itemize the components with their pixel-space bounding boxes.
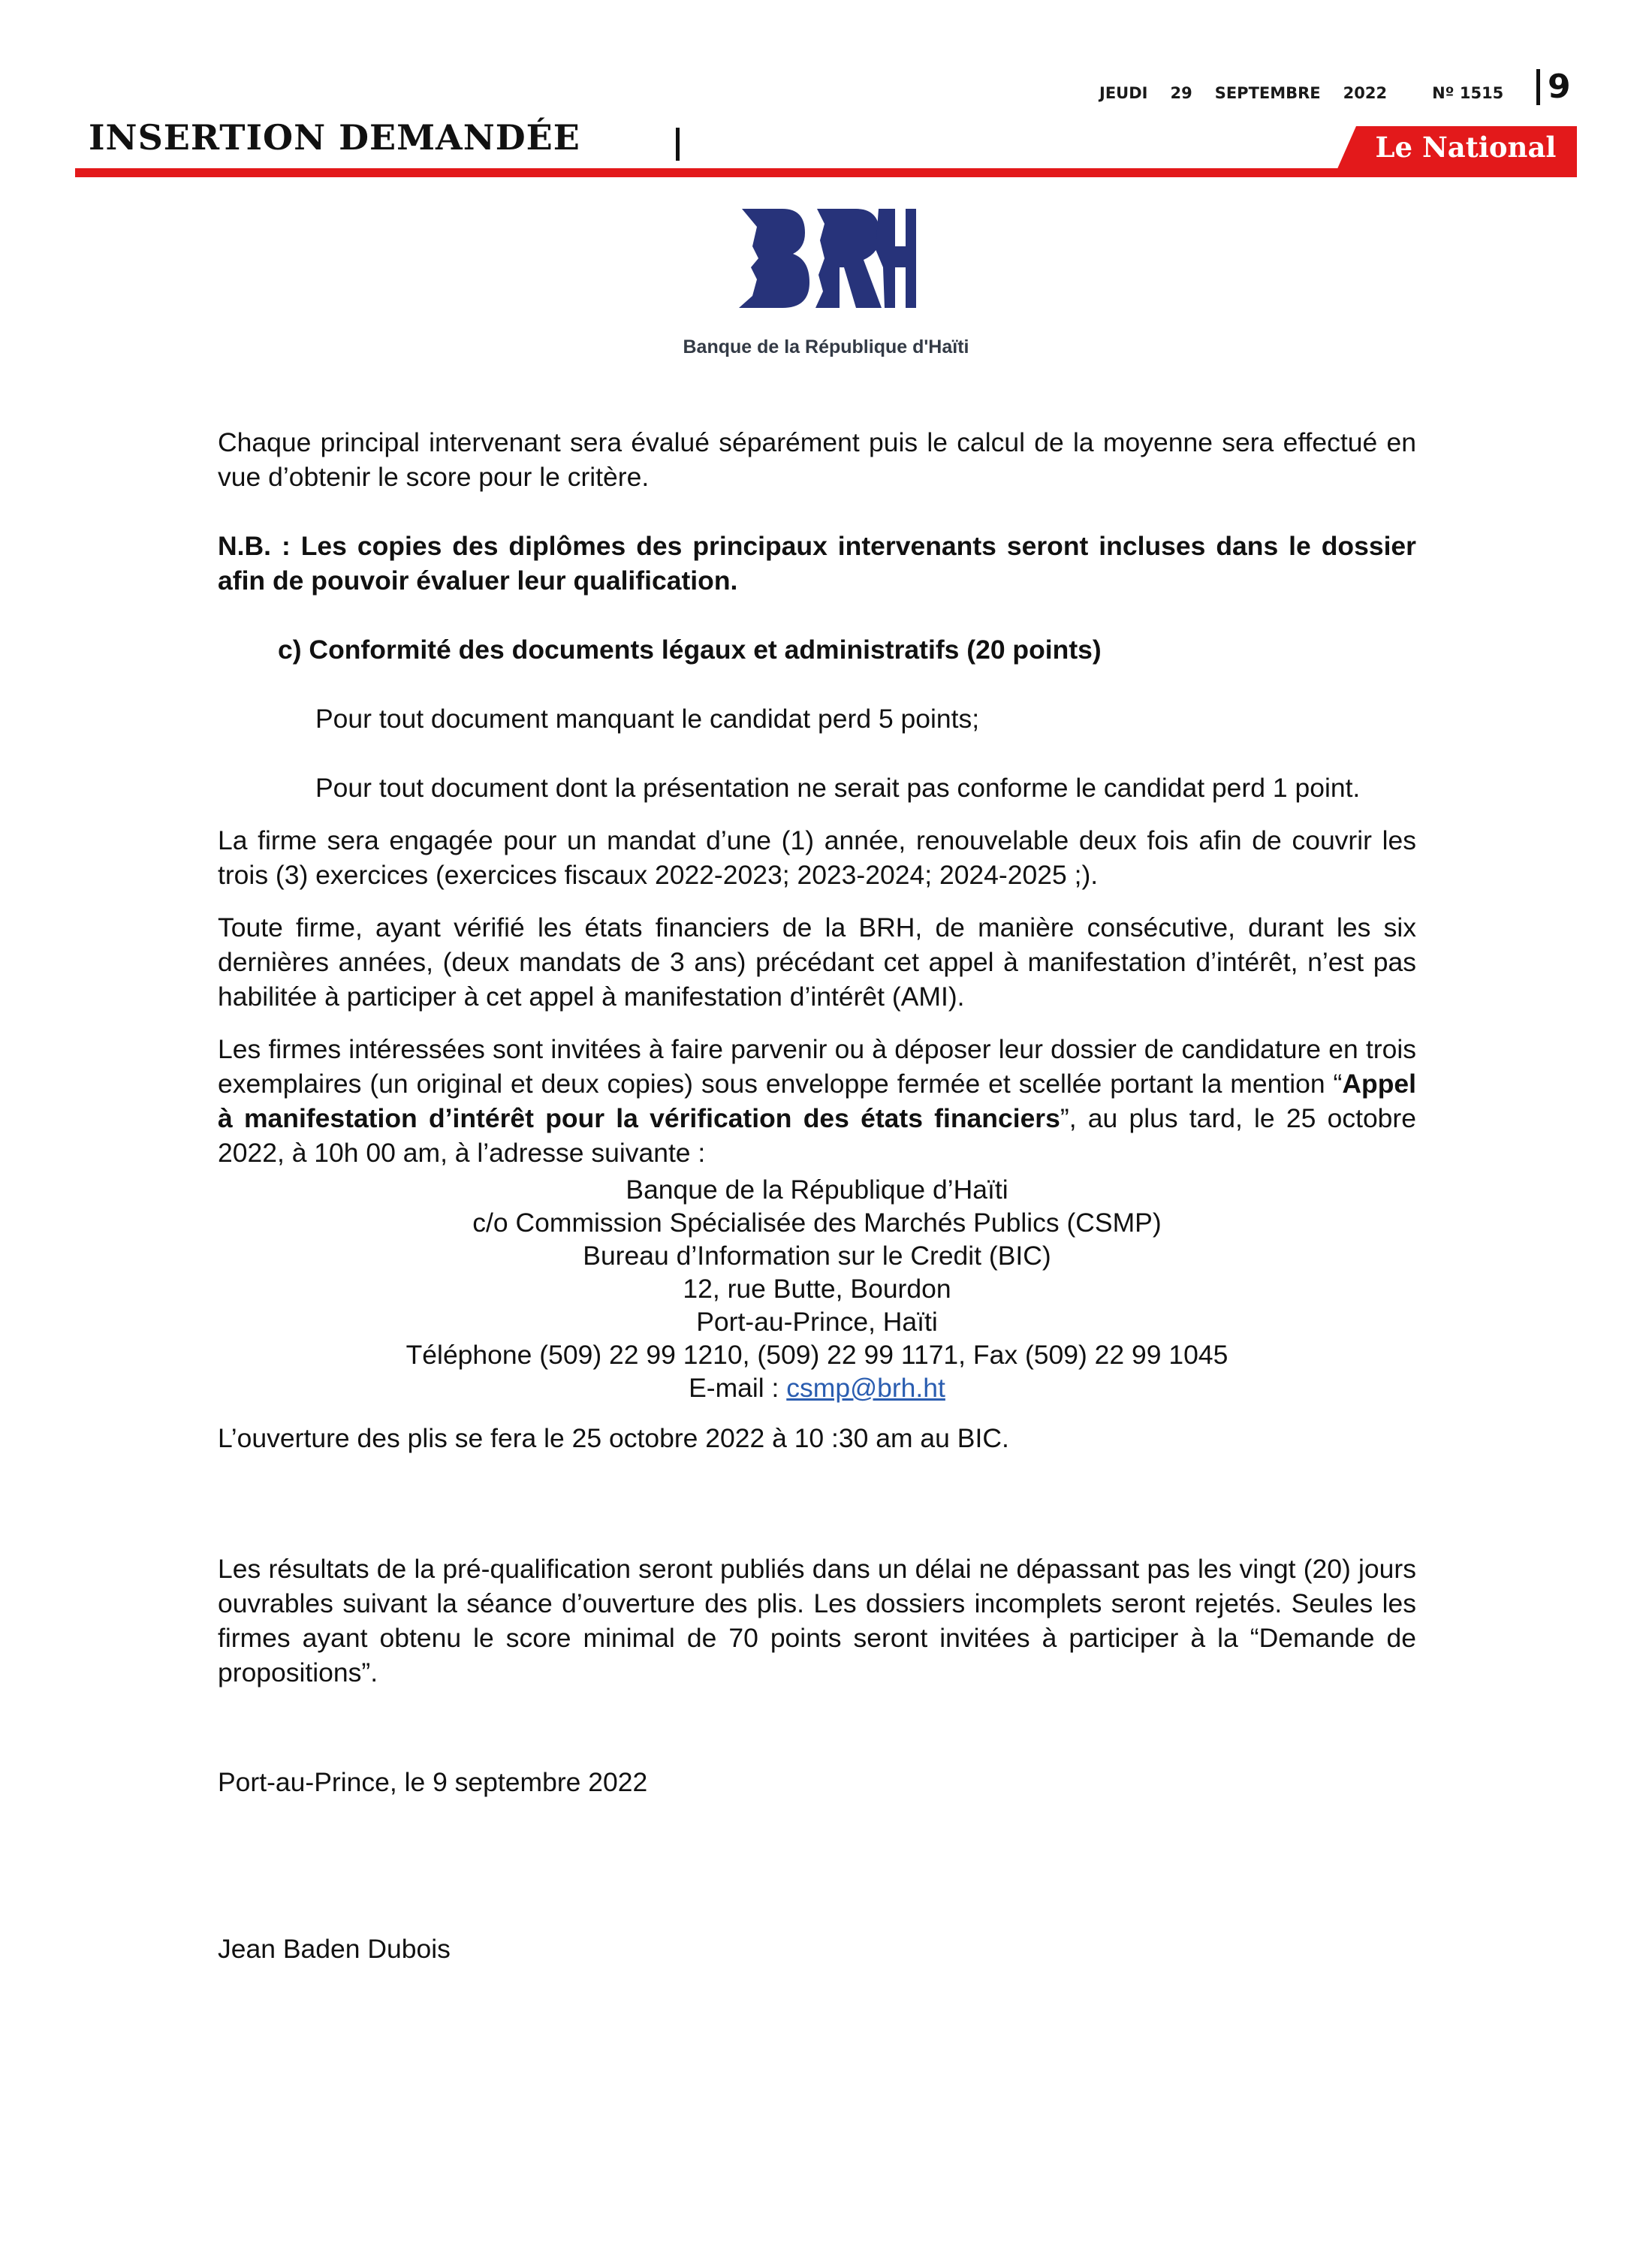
address-line: Banque de la République d’Haïti [626,1175,1008,1205]
submission-text-b: ”, au plus tard, le 25 octobre 2022, à 10h 00 am, à l’adresse suivante : [218,1103,1416,1168]
place-and-date: Port-au-Prince, le 9 septembre 2022 [218,1767,648,1797]
brh-logo-letter-h [876,209,916,308]
address-block [218,1173,1416,1404]
address-line: c/o Commission Spécialisée des Marchés Publics (CSMP) [472,1208,1162,1238]
section-title: INSERTION DEMANDÉE [89,117,580,158]
brh-logo [736,204,916,332]
brh-logo-letter-b [739,209,809,308]
dateline-year: 2022 [1343,84,1388,102]
notice-body [218,425,1416,1966]
dateline-date: 29 [1170,84,1192,102]
rule-missing-document: Pour tout document manquant le candidat perd 5 points; [315,704,980,734]
address-email [218,1371,1416,1404]
address-line: 12, rue Butte, Bourdon [683,1274,951,1304]
dateline [1099,84,1503,102]
address-line: Port-au-Prince, Haïti [696,1307,938,1337]
paragraph-mandate: La firme sera engagée pour un mandat d’une (1) année, renouvelable deux fois afin de couvrir les trois (3) exercices (exercices fiscaux 2022-2023; 2023-2024; 2024-2025 ;). [218,825,1416,890]
paragraph-nb: N.B. : Les copies des diplômes des principaux intervenants seront incluses dans le dossier afin de pouvoir évaluer leur qualification. [218,531,1416,596]
email-label: E-mail : [689,1373,787,1403]
paragraph-opening: L’ouverture des plis se fera le 25 octobre 2022 à 10 :30 am au BIC. [218,1423,1009,1453]
rule-nonconforming-document: Pour tout document dont la présentation ne serait pas conforme le candidat perd 1 point. [315,773,1361,803]
issue-number: Nº 1515 [1432,84,1504,102]
paragraph-results: Les résultats de la pré-qualification seront publiés dans un délai ne dépassant pas les vingt (20) jours ouvrables suivant la séance d’ouverture des plis. Les dossiers incomplets seront rejetés. Seules les firmes ayant obtenu le score minimal de 70 points seront invitées à participer à la “Demande de propositions”. [218,1554,1416,1687]
brh-logo-letter-r [815,209,882,308]
paragraph-exclusion: Toute firme, ayant vérifié les états financiers de la BRH, de manière consécutive, durant les six dernières années, (deux mandats de 3 ans) précédant cet appel à manifestation d’intérêt, n’est pas habilitée à participer à cet appel à manifestation d’intérêt (AMI). [218,912,1416,1012]
submission-mention: Appel à manifestation d’intérêt pour la vérification des états financiers [218,1069,1416,1133]
paragraph-evaluation: Chaque principal intervenant sera évalué séparément puis le calcul de la moyenne sera effectué en vue d’obtenir le score pour le critère. [218,427,1416,492]
bank-caption: Banque de la République d'Haïti [683,336,969,357]
dateline-day: JEUDI [1099,84,1148,102]
title-divider [676,128,680,161]
email-link[interactable]: csmp@brh.ht [786,1373,945,1403]
newspaper-name: Le National [1375,131,1557,164]
dateline-month: SEPTEMBRE [1214,84,1321,102]
page-number-divider [1536,69,1540,105]
address-line: Bureau d’Information sur le Credit (BIC) [583,1241,1051,1271]
criterion-heading: c) Conformité des documents légaux et administratifs (20 points) [278,635,1102,665]
signatory-name: Jean Baden Dubois [218,1934,451,1964]
paragraph-submission [218,1032,1416,1170]
page-number-value: 9 [1548,68,1571,106]
submission-text-a: Les firmes intéressées sont invitées à faire parvenir ou à déposer leur dossier de candidature en trois exemplaires (un original et deux copies) sous enveloppe fermée et scellée portant la mention “ [218,1034,1416,1099]
page-number [1536,69,1571,105]
address-phone: Téléphone (509) 22 99 1210, (509) 22 99 1171, Fax (509) 22 99 1045 [405,1340,1228,1370]
